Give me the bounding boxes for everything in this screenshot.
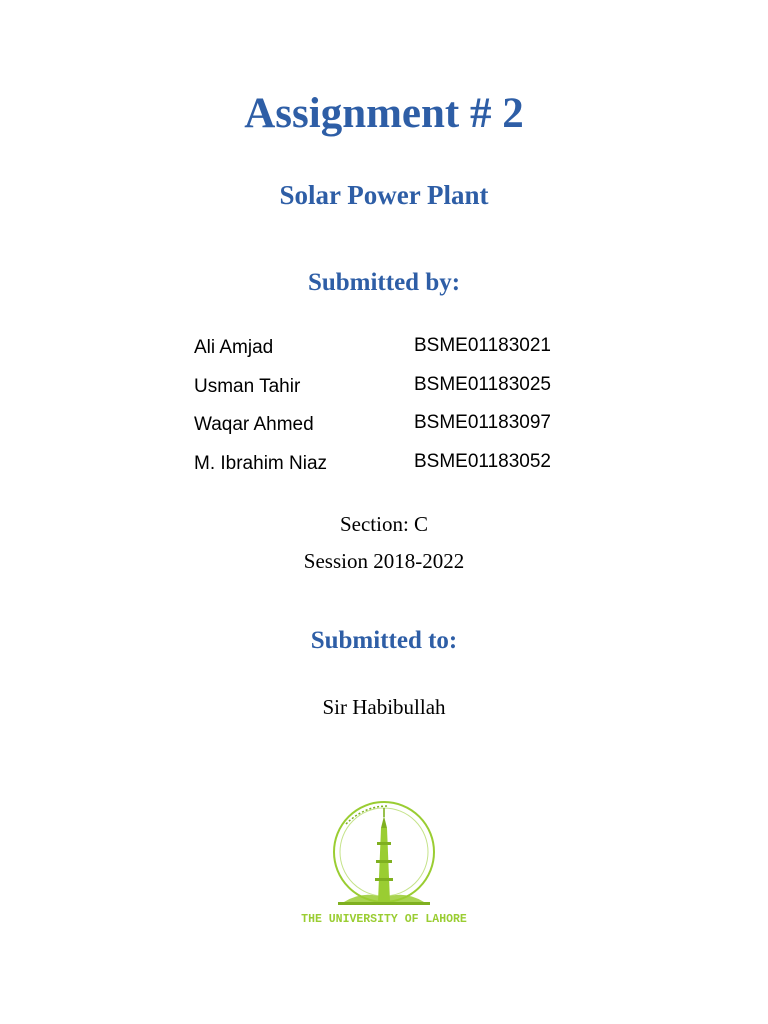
member-name: Ali Amjad	[194, 337, 274, 358]
session-label: Session 2018-2022	[303, 549, 465, 573]
member-row	[194, 450, 614, 489]
section-label: Section: C	[339, 512, 429, 536]
member-name: M. Ibrahim Niaz	[194, 452, 328, 474]
member-row	[194, 411, 614, 450]
members-list	[194, 334, 614, 488]
submitted-by-heading: Submitted by:	[307, 269, 461, 296]
member-row	[194, 373, 614, 412]
submitted-to-heading: Submitted to:	[310, 627, 458, 654]
member-row	[194, 334, 614, 373]
member-id: BSME01183021	[414, 335, 551, 356]
page-title: Assignment # 2	[244, 90, 524, 137]
member-id: BSME01183052	[414, 450, 551, 472]
teacher-name: Sir Habibullah	[322, 695, 446, 719]
assignment-subtitle: Solar Power Plant	[279, 180, 489, 210]
member-name: Usman Tahir	[194, 375, 301, 397]
university-logo-icon	[284, 798, 484, 928]
member-id: BSME01183025	[414, 373, 551, 395]
member-name: Waqar Ahmed	[194, 414, 314, 435]
member-id: BSME01183097	[414, 412, 551, 433]
logo-text: THE UNIVERSITY OF LAHORE	[301, 913, 467, 926]
